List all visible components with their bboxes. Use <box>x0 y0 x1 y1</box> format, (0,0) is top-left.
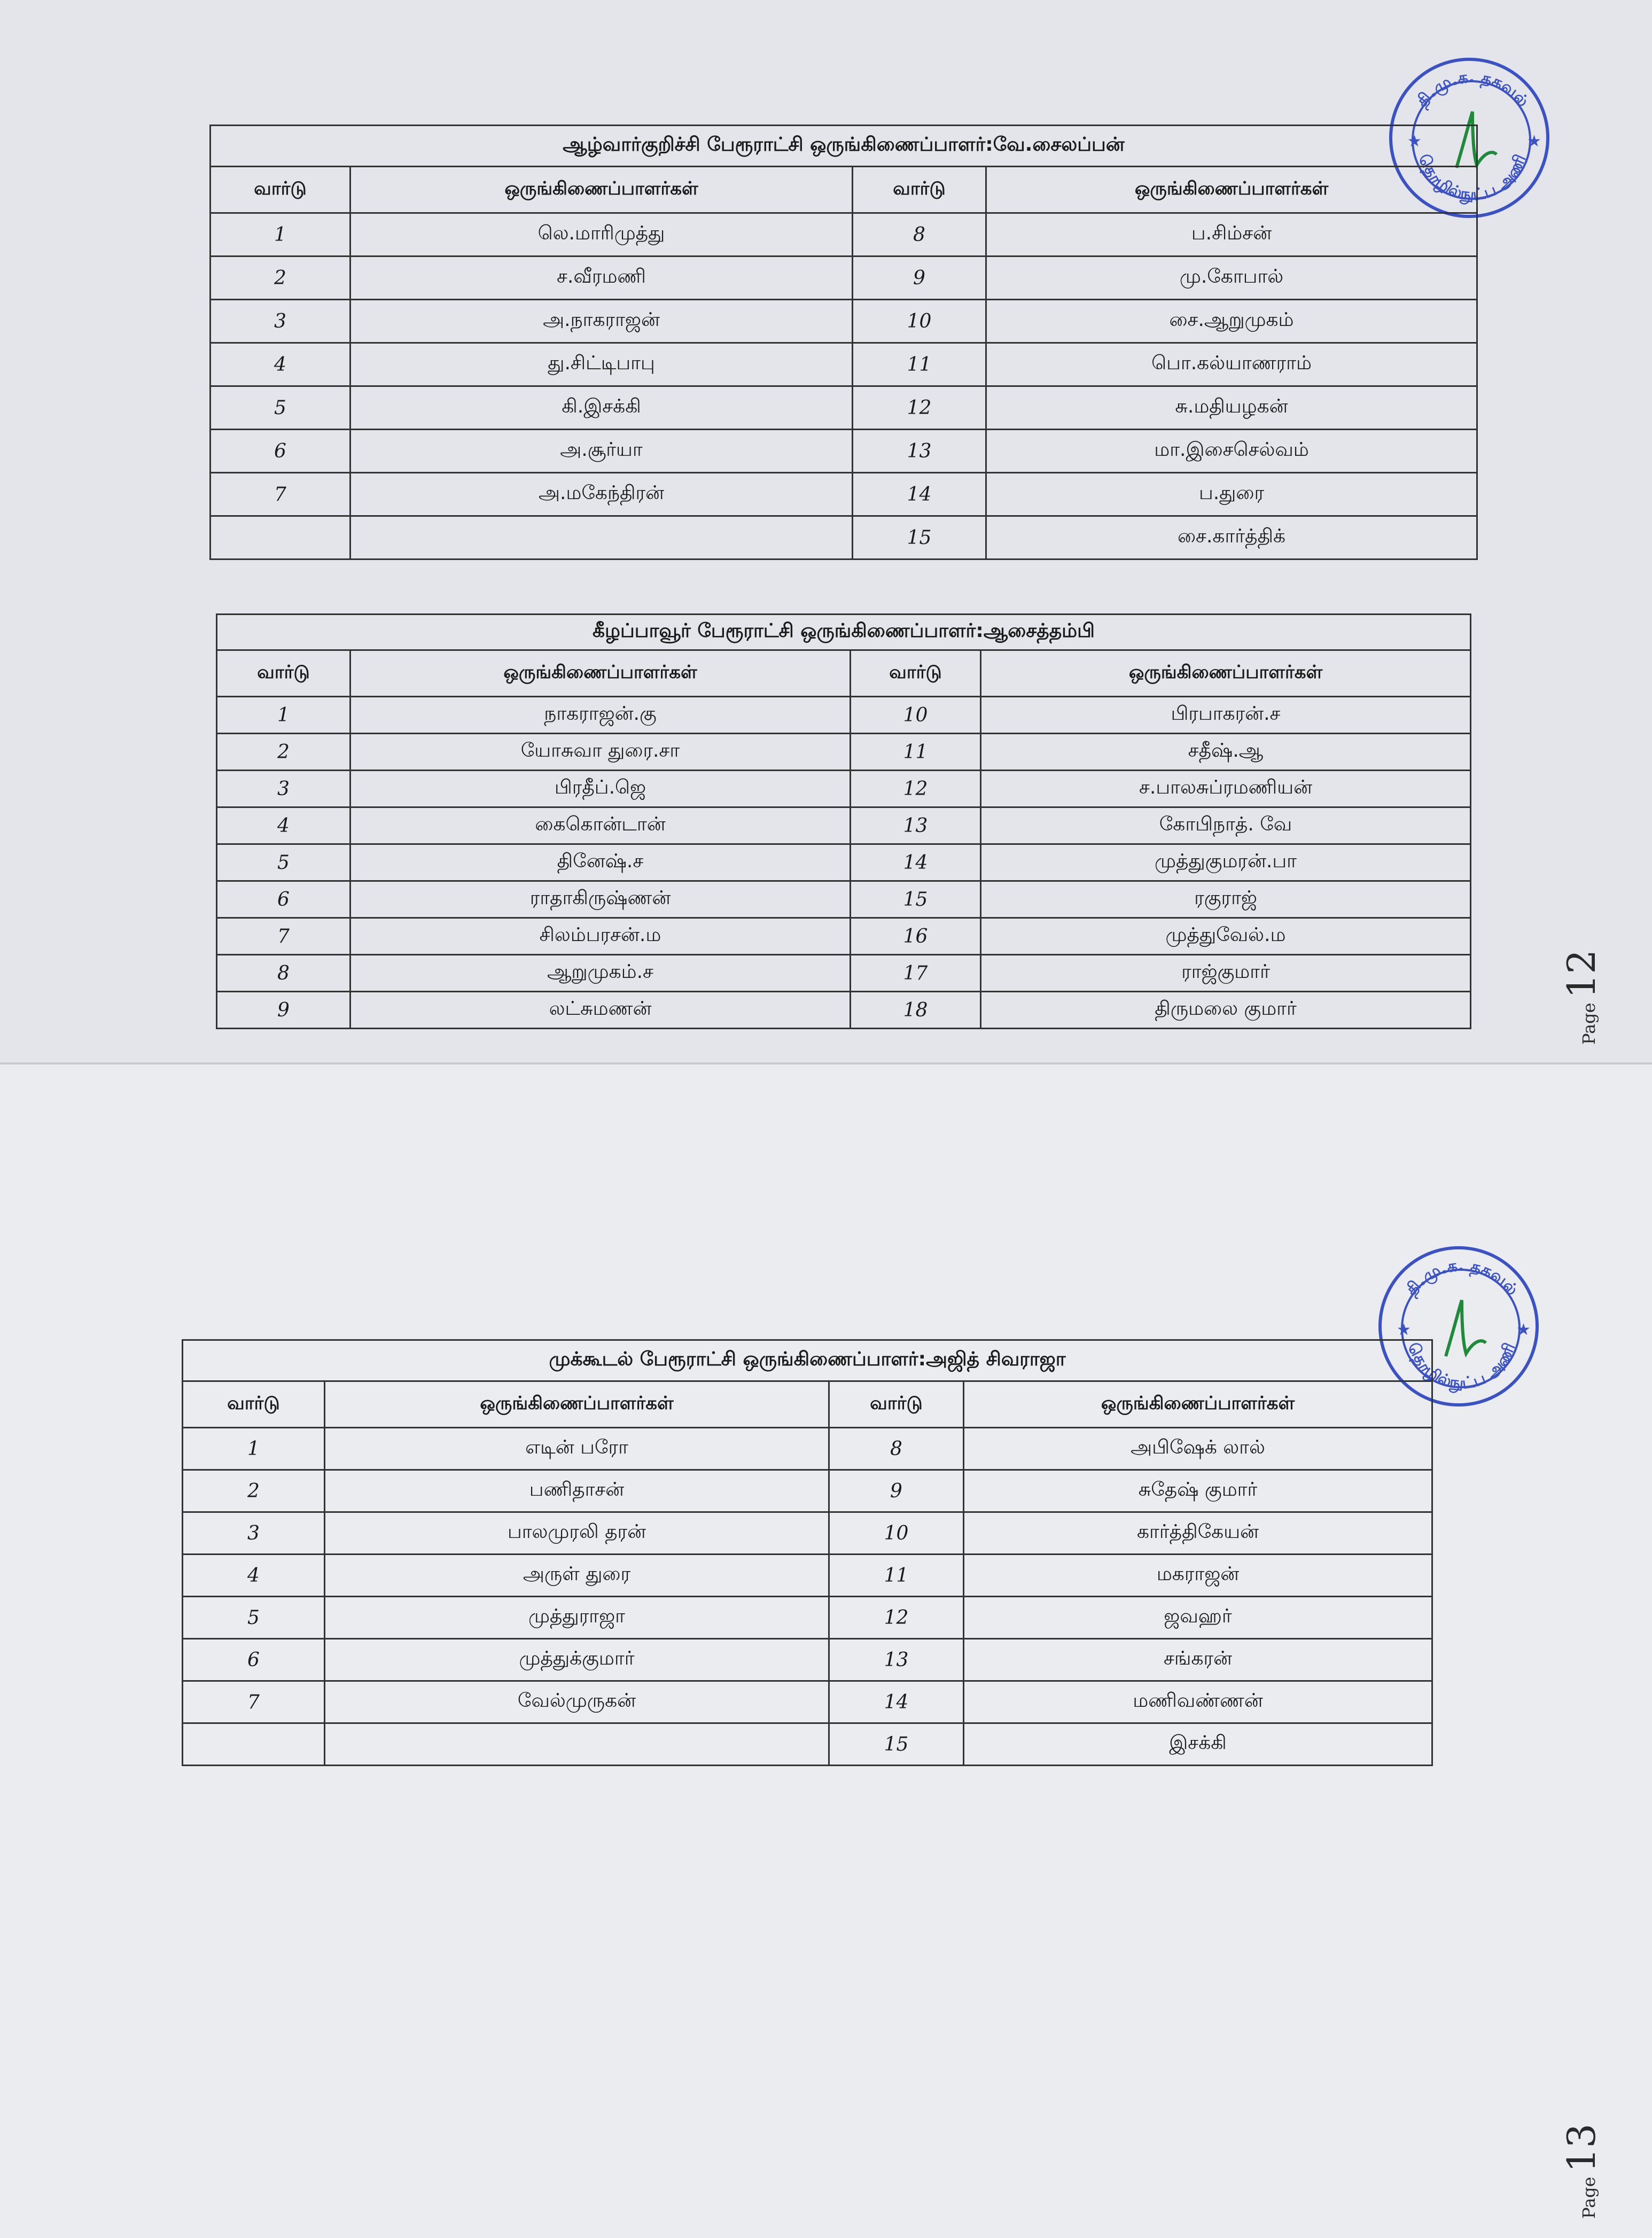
ward-number: 11 <box>830 1555 964 1596</box>
header-coordinators: ஒருங்கிணைப்பாளர்கள் <box>351 167 853 212</box>
ward-number: 16 <box>851 919 981 954</box>
ward-number: 1 <box>211 214 351 255</box>
ward-number <box>183 1724 325 1765</box>
ward-number: 6 <box>183 1639 325 1680</box>
coordinator-name: ஆறுமுகம்.ச <box>351 955 851 991</box>
ward-number: 2 <box>217 734 351 770</box>
ward-number: 17 <box>851 955 981 991</box>
header-coordinators: ஒருங்கிணைப்பாளர்கள் <box>325 1382 830 1427</box>
coordinator-name: அருள் துரை <box>325 1555 830 1596</box>
ward-number: 10 <box>830 1513 964 1553</box>
coordinator-name: முத்துவேல்.ம <box>1165 924 1286 946</box>
coordinator-name: சுதேஷ் குமார் <box>1138 1479 1258 1501</box>
svg-text:தொழில்நுட்ப அணி: தொழில்நுட்ப அணி <box>1404 1339 1519 1393</box>
ward-number: 15 <box>830 1724 964 1765</box>
coordinator-name: திருமலை குமார் <box>1155 998 1297 1020</box>
table-row <box>183 1597 1431 1639</box>
svg-text:★: ★ <box>1407 132 1422 151</box>
header-ward: வார்டு <box>830 1382 964 1427</box>
table-row <box>217 771 1470 808</box>
table-row <box>211 430 1476 473</box>
coordinator-name: எடின் பரோ <box>325 1428 830 1469</box>
ward-number: 2 <box>183 1471 325 1511</box>
table-mukkoodal <box>182 1339 1433 1766</box>
ward-number: 3 <box>217 771 351 806</box>
ward-number: 6 <box>211 430 351 472</box>
ward-number: 4 <box>217 808 351 843</box>
table-row <box>211 257 1476 300</box>
table-row <box>183 1639 1431 1682</box>
table-keezhapavoor <box>216 613 1471 1029</box>
ward-number: 14 <box>851 845 981 880</box>
ward-number: 7 <box>211 473 351 515</box>
header-ward: வார்டு <box>183 1382 325 1427</box>
coordinator-name: கைகொன்டான் <box>351 808 851 843</box>
table-row <box>217 955 1470 992</box>
table-row <box>217 808 1470 845</box>
page-13 <box>0 1064 1652 2238</box>
coordinator-name: சங்கரன் <box>1163 1648 1232 1669</box>
page-12 <box>0 0 1652 1064</box>
coordinator-name: அ.மகேந்திரன் <box>351 473 853 515</box>
coordinator-name: ச.பாலசுப்ரமணியன் <box>1139 776 1313 798</box>
table-row <box>211 344 1476 387</box>
ward-number: 9 <box>853 257 987 299</box>
ward-number: 8 <box>217 955 351 991</box>
ward-number: 11 <box>853 344 987 385</box>
header-ward: வார்டு <box>853 167 987 212</box>
ward-number: 1 <box>183 1428 325 1469</box>
coordinator-name: அ.நாகராஜன் <box>351 300 853 342</box>
ward-number: 14 <box>853 473 987 515</box>
table-alwarkurichi <box>209 125 1478 560</box>
coordinator-name: லட்சுமணன் <box>351 992 851 1028</box>
coordinator-name: வேல்முருகன் <box>325 1682 830 1722</box>
ward-number: 11 <box>851 734 981 770</box>
table-title: ஆழ்வார்குறிச்சி பேரூராட்சி ஒருங்கிணைப்பாளர்:வே.சைலப்பன் <box>211 126 1476 167</box>
ward-number: 10 <box>851 697 981 733</box>
ward-number: 1 <box>217 697 351 733</box>
coordinator-name: யோசுவா துரை.சா <box>351 734 851 770</box>
ward-number: 6 <box>217 882 351 917</box>
table-header-row <box>211 167 1476 214</box>
coordinator-name: சை.கார்த்திக் <box>1177 525 1286 547</box>
header-ward: வார்டு <box>851 651 981 696</box>
coordinator-name <box>325 1724 830 1765</box>
coordinator-name: ப.சிம்சன் <box>1191 222 1272 244</box>
ward-number: 8 <box>830 1428 964 1469</box>
coordinator-name: ராதாகிருஷ்ணன் <box>351 882 851 917</box>
coordinator-name: ரகுராஜ் <box>1194 887 1257 909</box>
coordinator-name: அ.சூர்யா <box>351 430 853 472</box>
svg-text:தொழில்நுட்ப அணி: தொழில்நுட்ப அணி <box>1414 151 1530 205</box>
coordinator-name: ப.துரை <box>1198 482 1265 504</box>
ward-number: 13 <box>853 430 987 472</box>
ward-number: 7 <box>183 1682 325 1722</box>
coordinator-name: மணிவண்ணன் <box>1133 1690 1263 1712</box>
ward-number: 15 <box>851 882 981 917</box>
coordinator-name: இசக்கி <box>1169 1732 1227 1754</box>
ward-number: 10 <box>853 300 987 342</box>
ward-number: 4 <box>211 344 351 385</box>
header-coordinators: ஒருங்கிணைப்பாளர்கள் <box>1134 178 1329 199</box>
ward-number: 13 <box>851 808 981 843</box>
coordinator-name: ச.வீரமணி <box>351 257 853 299</box>
ward-number: 12 <box>830 1597 964 1638</box>
coordinator-name: பணிதாசன் <box>325 1471 830 1511</box>
header-coordinators: ஒருங்கிணைப்பாளர்கள் <box>1128 662 1323 683</box>
table-header-row <box>217 651 1470 697</box>
table-row <box>217 919 1470 955</box>
coordinator-name: கோபிநாத். வே <box>1159 813 1292 835</box>
table-header-row <box>183 1382 1431 1428</box>
ward-number: 13 <box>830 1639 964 1680</box>
ward-number: 5 <box>211 387 351 429</box>
table-row <box>217 882 1470 919</box>
ward-number: 14 <box>830 1682 964 1722</box>
coordinator-name: கார்த்திகேயன் <box>1137 1521 1259 1543</box>
page-number: Page12 <box>1559 949 1604 1045</box>
coordinator-name: மகராஜன் <box>1156 1563 1240 1585</box>
ward-number: 5 <box>183 1597 325 1638</box>
coordinator-name: சு.மதியழகன் <box>1175 395 1288 417</box>
coordinator-name: முத்துராஜா <box>325 1597 830 1638</box>
svg-text:தி.மு.க. தகவல்: தி.மு.க. தகவல் <box>1401 1256 1522 1300</box>
coordinator-name <box>351 517 853 558</box>
table-row <box>183 1513 1431 1555</box>
header-coordinators: ஒருங்கிணைப்பாளர்கள் <box>1101 1393 1295 1414</box>
table-row <box>217 845 1470 882</box>
coordinator-name: நாகராஜன்.கு <box>351 697 851 733</box>
header-ward: வார்டு <box>211 167 351 212</box>
coordinator-name: சதீஷ்.ஆ <box>1188 740 1264 761</box>
ward-number: 3 <box>211 300 351 342</box>
header-coordinators: ஒருங்கிணைப்பாளர்கள் <box>351 651 851 696</box>
coordinator-name: முத்துகுமரன்.பா <box>1155 850 1297 872</box>
coordinator-name: ராஜ்குமார் <box>1181 961 1270 983</box>
coordinator-name: பொ.கல்யாணராம் <box>1151 352 1312 374</box>
coordinator-name: கி.இசக்கி <box>351 387 853 429</box>
coordinator-name: து.சிட்டிபாபு <box>351 344 853 385</box>
table-row <box>211 473 1476 517</box>
coordinator-name: பிரதீப்.ஜெ <box>351 771 851 806</box>
table-row <box>211 517 1476 558</box>
table-row <box>211 214 1476 257</box>
table-title: முக்கூடல் பேரூராட்சி ஒருங்கிணைப்பாளர்:அஜித் சிவராஜா <box>183 1341 1431 1382</box>
ward-number: 12 <box>851 771 981 806</box>
ward-number: 4 <box>183 1555 325 1596</box>
ward-number: 3 <box>183 1513 325 1553</box>
table-row <box>183 1471 1431 1513</box>
table-row <box>217 697 1470 734</box>
table-row <box>183 1682 1431 1724</box>
coordinator-name: தினேஷ்.ச <box>351 845 851 880</box>
table-row <box>217 734 1470 771</box>
coordinator-name: மு.கோபால் <box>1179 266 1284 287</box>
coordinator-name: பாலமுரலி தரன் <box>325 1513 830 1553</box>
page-number: Page13 <box>1559 2123 1604 2219</box>
ward-number: 7 <box>217 919 351 954</box>
table-title: கீழப்பாவூர் பேரூராட்சி ஒருங்கிணைப்பாளர்:ஆசைத்தம்பி <box>217 615 1470 651</box>
ward-number: 8 <box>853 214 987 255</box>
ward-number: 15 <box>853 517 987 558</box>
table-row <box>183 1724 1431 1765</box>
coordinator-name: மா.இசைசெல்வம் <box>1154 439 1309 461</box>
table-row <box>211 300 1476 344</box>
ward-number <box>211 517 351 558</box>
table-row <box>183 1428 1431 1471</box>
coordinator-name: அபிஷேக் லால் <box>1131 1436 1265 1458</box>
coordinator-name: சை.ஆறுமுகம் <box>1169 309 1294 331</box>
coordinator-name: லெ.மாரிமுத்து <box>351 214 853 255</box>
ward-number: 12 <box>853 387 987 429</box>
table-row <box>183 1555 1431 1597</box>
coordinator-name: பிரபாகரன்.ச <box>1171 703 1281 725</box>
ward-number: 9 <box>830 1471 964 1511</box>
coordinator-name: முத்துக்குமார் <box>325 1639 830 1680</box>
ward-number: 18 <box>851 992 981 1028</box>
header-ward: வார்டு <box>217 651 351 696</box>
svg-text:தி.மு.க. தகவல்: தி.மு.க. தகவல் <box>1412 67 1533 111</box>
table-row <box>211 387 1476 430</box>
svg-text:★: ★ <box>1527 132 1541 151</box>
svg-text:★: ★ <box>1516 1320 1531 1339</box>
coordinator-name: சிலம்பரசன்.ம <box>351 919 851 954</box>
coordinator-name: ஜவஹர் <box>1164 1605 1232 1627</box>
svg-text:★: ★ <box>1397 1320 1411 1339</box>
ward-number: 9 <box>217 992 351 1028</box>
ward-number: 2 <box>211 257 351 299</box>
table-row <box>217 992 1470 1028</box>
ward-number: 5 <box>217 845 351 880</box>
